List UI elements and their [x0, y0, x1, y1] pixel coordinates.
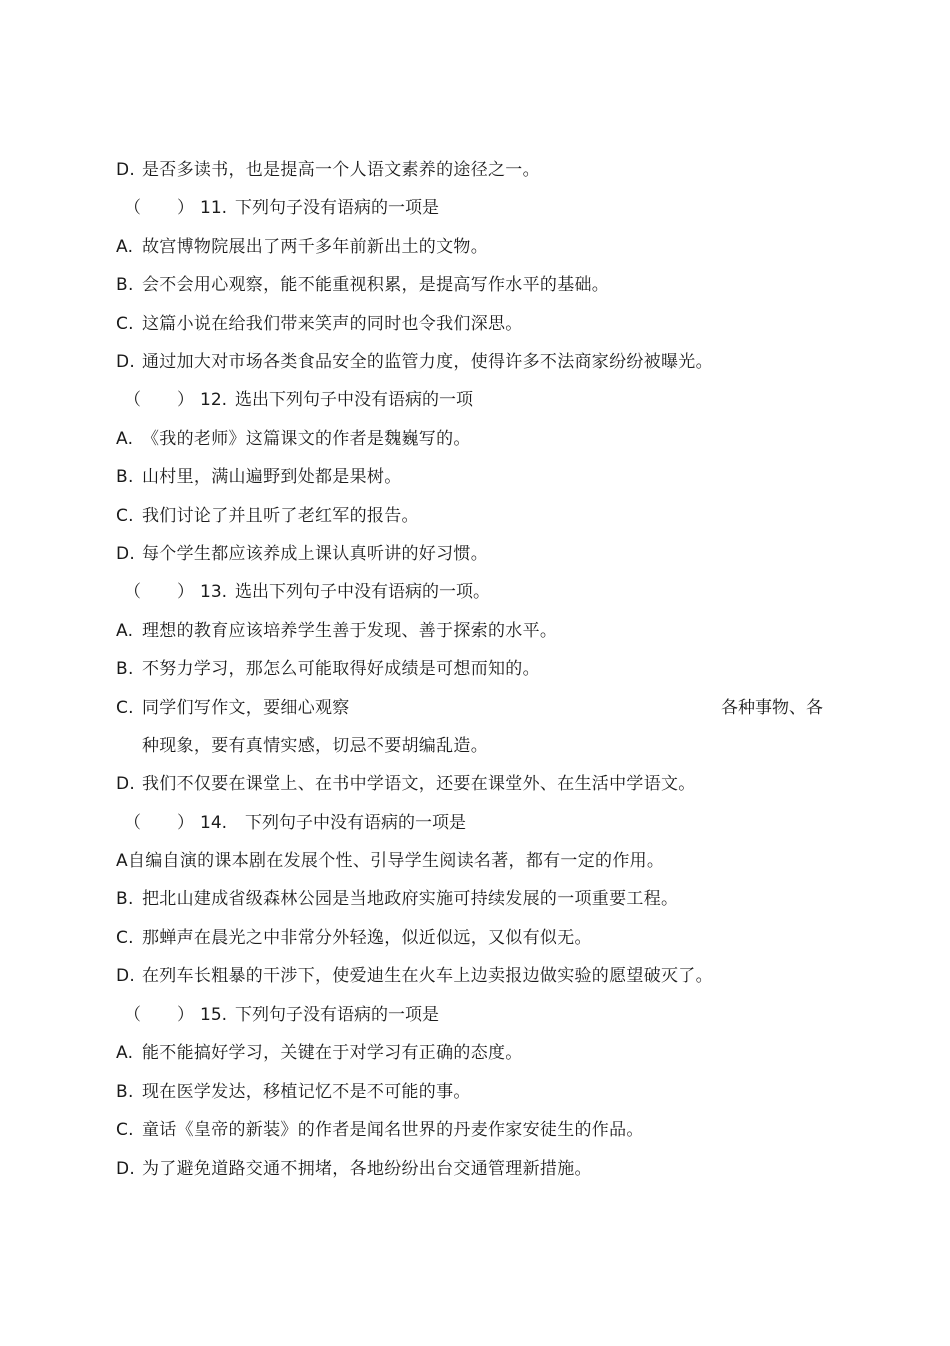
option-text: 不努力学习，那怎么可能取得好成绩是可想而知的。	[142, 659, 540, 679]
option-label: B.	[116, 1082, 134, 1102]
option-line	[116, 1081, 471, 1103]
option-label: D.	[116, 774, 136, 794]
option-line	[116, 274, 609, 296]
answer-paren-close: ）	[177, 1005, 194, 1025]
answer-paren-open: （	[124, 813, 141, 833]
answer-paren-close: ）	[177, 390, 194, 410]
option-text: 《我的老师》这篇课文的作者是魏巍写的。	[142, 429, 471, 449]
answer-paren-close: ）	[177, 813, 194, 833]
option-label: B.	[116, 889, 134, 909]
option-text: 自编自演的课本剧在发展个性、引导学生阅读名著，都有一定的作用。	[127, 851, 665, 871]
option-label: A	[116, 851, 128, 871]
option-text: 这篇小说在给我们带来笑声的同时也令我们深思。	[142, 314, 523, 334]
option-line	[116, 773, 696, 795]
answer-paren-close: ）	[177, 198, 194, 218]
option-line	[116, 658, 540, 680]
option-line	[116, 965, 713, 987]
question-number: 11.	[200, 198, 228, 218]
option-text: 为了避免道路交通不拥堵，各地纷纷出台交通管理新措施。	[142, 1159, 592, 1179]
option-label: A.	[116, 237, 134, 257]
option-line	[116, 466, 402, 488]
option-label: A.	[116, 1043, 134, 1063]
option-text: 同学们写作文，要细心观察	[142, 698, 350, 718]
option-text: 通过加大对市场各类食品安全的监管力度，使得许多不法商家纷纷被曝光。	[142, 352, 713, 372]
option-label: D.	[116, 352, 136, 372]
question-stem-14	[124, 812, 466, 834]
question-stem-15	[124, 1004, 439, 1026]
option-line	[116, 505, 419, 527]
option-label: B.	[116, 275, 134, 295]
option-label: C.	[116, 698, 134, 718]
option-label: A.	[116, 429, 134, 449]
answer-paren-open: （	[124, 1005, 141, 1025]
question-text: 下列句子没有语病的一项是	[235, 1005, 440, 1025]
option-label: D.	[116, 160, 136, 180]
option-text: 我们讨论了并且听了老红军的报告。	[142, 506, 419, 526]
question-text: 下列句子没有语病的一项是	[235, 198, 440, 218]
answer-paren-open: （	[124, 198, 141, 218]
option-text: 那蝉声在晨光之中非常分外轻逸，似近似远，又似有似无。	[142, 928, 592, 948]
option-line	[116, 1042, 523, 1064]
option-text: 现在医学发达，移植记忆不是不可能的事。	[142, 1082, 471, 1102]
option-label: C.	[116, 314, 134, 334]
option-text: 能不能搞好学习，关键在于对学习有正确的态度。	[142, 1043, 523, 1063]
option-line	[116, 697, 350, 719]
option-text: 我们不仅要在课堂上、在书中学语文，还要在课堂外、在生活中学语文。	[142, 774, 696, 794]
question-text: 选出下列句子中没有语病的一项	[235, 390, 474, 410]
option-text: 在列车长粗暴的干涉下，使爱迪生在火车上边卖报边做实验的愿望破灭了。	[142, 966, 713, 986]
option-text: 童话《皇帝的新装》的作者是闻名世界的丹麦作家安徒生的作品。	[142, 1120, 644, 1140]
option-text: 会不会用心观察，能不能重视积累，是提高写作水平的基础。	[142, 275, 610, 295]
option-label: D.	[116, 966, 136, 986]
option-text: 理想的教育应该培养学生善于发现、善于探索的水平。	[142, 621, 558, 641]
option-line	[116, 1119, 644, 1141]
answer-paren-close: ）	[177, 582, 194, 602]
option-text: 把北山建成省级森林公园是当地政府实施可持续发展的一项重要工程。	[142, 889, 679, 909]
question-text: 下列句子中没有语病的一项是	[245, 813, 467, 833]
question-stem-13	[124, 581, 490, 603]
option-line	[116, 236, 488, 258]
option-line	[116, 620, 557, 642]
option-text-right: 各种事物、各	[721, 698, 823, 718]
option-text: 每个学生都应该养成上课认真听讲的好习惯。	[142, 544, 488, 564]
option-label: D.	[116, 544, 136, 564]
question-stem-11	[124, 197, 439, 219]
answer-paren-open: （	[124, 582, 141, 602]
option-continuation: 种现象，要有真情实感，切忌不要胡编乱造。	[142, 736, 488, 756]
question-stem-12	[124, 389, 473, 411]
option-line	[116, 313, 523, 335]
option-label: C.	[116, 506, 134, 526]
option-label: B.	[116, 659, 134, 679]
option-label: C.	[116, 1120, 134, 1140]
option-label: B.	[116, 467, 134, 487]
question-number: 12.	[200, 390, 228, 410]
question-number: 13.	[200, 582, 228, 602]
option-label: D.	[116, 1159, 136, 1179]
answer-paren-open: （	[124, 390, 141, 410]
option-line	[116, 543, 488, 565]
option-line	[116, 1158, 592, 1180]
option-line	[116, 159, 540, 181]
option-line	[116, 850, 664, 872]
option-text: 山村里，满山遍野到处都是果树。	[142, 467, 402, 487]
option-line	[116, 927, 592, 949]
option-text: 是否多读书，也是提高一个人语文素养的途径之一。	[142, 160, 540, 180]
option-line	[116, 351, 713, 373]
question-text: 选出下列句子中没有语病的一项。	[235, 582, 491, 602]
option-line	[116, 428, 471, 450]
option-label: A.	[116, 621, 134, 641]
question-number: 15.	[200, 1005, 228, 1025]
option-line	[116, 888, 678, 910]
option-label: C.	[116, 928, 134, 948]
question-number: 14.	[200, 813, 228, 833]
option-text: 故宫博物院展出了两千多年前新出土的文物。	[142, 237, 488, 257]
